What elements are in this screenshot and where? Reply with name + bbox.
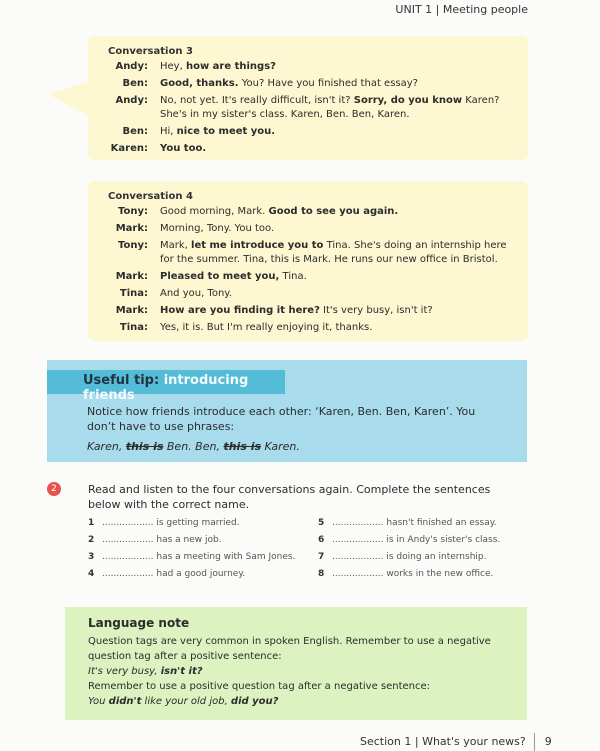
tip-example (87, 440, 300, 453)
dialogue-line (108, 304, 528, 318)
language-note-box (65, 607, 527, 720)
text-segment: Tina. (279, 271, 307, 282)
divider (534, 733, 535, 751)
answer-blank[interactable]: .................. (332, 552, 384, 562)
ex-bold: didn't (108, 696, 142, 707)
exercise-item (88, 518, 318, 528)
note-example-2 (88, 694, 527, 709)
dialogue-text (160, 304, 510, 318)
key-phrase: Good, thanks. (160, 78, 239, 89)
dialogue-line (108, 125, 528, 139)
speaker-name: Tony: (118, 240, 148, 251)
ex-text: like your old job, (141, 696, 231, 707)
item-number: 7 (318, 552, 325, 562)
dialogue-line (108, 94, 528, 122)
ex-tag: isn't it? (160, 666, 203, 677)
item-text: has a new job. (153, 535, 222, 545)
answer-blank[interactable]: .................. (332, 535, 384, 545)
dialogue-line (108, 222, 528, 236)
struck-text: this is (125, 440, 164, 453)
dialogue-text (160, 287, 510, 301)
useful-tip-box (47, 360, 527, 462)
text-segment: Hey, (160, 61, 186, 72)
text-segment: Hi, (160, 126, 177, 137)
conversation-3 (88, 36, 528, 160)
ex-text: It's very busy, (88, 666, 161, 677)
exercise-item (318, 535, 528, 545)
text-segment: Yes, it is. But I'm really enjoying it, thanks. (160, 322, 373, 333)
note-paragraph: Remember to use a positive question tag after a negative sentence: (88, 681, 431, 692)
key-phrase: You too. (160, 143, 207, 154)
dialogue-line (108, 77, 528, 91)
dialogue-line (108, 142, 528, 156)
item-text: had a good journey. (153, 569, 246, 579)
exercise-item (318, 552, 528, 562)
conversation-title: Conversation 4 (108, 191, 193, 202)
tip-topic: introducing friends (83, 373, 249, 403)
dialogue-text (160, 205, 510, 219)
key-phrase: how are things? (185, 61, 276, 72)
dialogue-line (108, 287, 528, 301)
speaker-name: Karen: (110, 143, 148, 154)
item-number: 3 (88, 552, 95, 562)
speaker-name: Mark: (115, 223, 148, 234)
ex-tag: did you? (230, 696, 279, 707)
useful-tip-heading (47, 370, 285, 403)
item-number: 2 (88, 535, 95, 545)
speaker-name: Andy: (115, 95, 148, 106)
unit-header: UNIT 1 | Meeting people (395, 3, 528, 16)
answer-blank[interactable]: .................. (102, 518, 154, 528)
language-note-title: Language note (88, 616, 190, 630)
answer-blank[interactable]: .................. (102, 552, 154, 562)
key-phrase: Good to see you again. (268, 206, 399, 217)
dialogue-line (108, 205, 528, 219)
page-footer (360, 733, 552, 751)
text-segment: No, not yet. It's really difficult, isn't it? (160, 95, 354, 106)
dialogue-text (160, 270, 510, 284)
speaker-name: Andy: (115, 61, 148, 72)
section-title: Section 1 | What's your news? (360, 735, 526, 748)
text-segment: It's very busy, isn't it? (319, 305, 433, 316)
answer-blank[interactable]: .................. (332, 518, 384, 528)
dialogue-text (160, 239, 510, 267)
page-number: 9 (544, 735, 552, 748)
dialogue-text (160, 94, 510, 122)
dialogue-line (108, 270, 528, 284)
text-segment: Morning, Tony. You too. (160, 223, 275, 234)
item-text: is doing an internship. (383, 552, 487, 562)
conversation-title: Conversation 3 (108, 46, 193, 57)
note-paragraph: Question tags are very common in spoken English. Remember to use a negative question tag after a positive sentence: (88, 636, 491, 662)
key-phrase: nice to meet you. (176, 126, 276, 137)
item-number: 6 (318, 535, 325, 545)
speaker-name: Tina: (119, 288, 148, 299)
dialogue-text (160, 321, 510, 335)
key-phrase: let me introduce you to (191, 240, 324, 251)
exercise-item (318, 569, 528, 579)
speaker-name: Mark: (115, 305, 148, 316)
speaker-name: Tina: (119, 322, 148, 333)
answer-blank[interactable]: .................. (102, 535, 154, 545)
answer-blank[interactable]: .................. (332, 569, 384, 579)
dialogue-text (160, 222, 510, 236)
struck-text: this is (223, 440, 262, 453)
exercise-item (318, 518, 528, 528)
speaker-name: Mark: (115, 271, 148, 282)
conversation-4 (88, 181, 528, 341)
answer-blank[interactable]: .................. (102, 569, 154, 579)
tip-body: Notice how friends introduce each other: ‘Karen, Ben. Ben, Karen’. You don’t have to use phrases: (87, 405, 476, 433)
item-text: is in Andy's sister's class. (383, 535, 501, 545)
item-text: hasn't finished an essay. (383, 518, 497, 528)
exercise-number-badge: 2 (47, 482, 61, 496)
dialogue-text (160, 125, 510, 139)
text-segment: Good morning, Mark. (160, 206, 269, 217)
speaker-name: Tony: (118, 206, 148, 217)
item-text: has a meeting with Sam Jones. (153, 552, 296, 562)
speech-pointer (48, 82, 88, 116)
ex-text: Ben. Ben, (163, 440, 224, 453)
key-phrase: How are you finding it here? (160, 305, 320, 316)
text-segment: Tina. She's doing an internship here for the summer. Tina, this is Mark. He runs our new office in Bristol. (160, 240, 507, 265)
item-number: 5 (318, 518, 325, 528)
exercise-item (88, 535, 318, 545)
dialogue-line (108, 239, 528, 267)
text-segment: Karen? She's in my sister's class. Karen, Ben. Ben, Karen. (160, 95, 500, 120)
text-segment: And you, Tony. (160, 288, 232, 299)
speaker-name: Ben: (122, 78, 148, 89)
item-text: is getting married. (153, 518, 240, 528)
key-phrase: Sorry, do you know (353, 95, 463, 106)
ex-text: Karen. (261, 440, 300, 453)
dialogue-line (108, 60, 528, 74)
item-number: 4 (88, 569, 95, 579)
exercise-item (88, 569, 318, 579)
tip-label: Useful tip: (83, 373, 160, 388)
exercise-instruction: Read and listen to the four conversations again. Complete the sentences below with the correct name. (88, 483, 491, 511)
text-segment: You? Have you finished that essay? (238, 78, 418, 89)
dialogue-text (160, 60, 510, 74)
ex-text: Karen, (87, 440, 126, 453)
item-number: 1 (88, 518, 95, 528)
item-number: 8 (318, 569, 325, 579)
text-segment: Mark, (160, 240, 192, 251)
note-example-1 (88, 664, 527, 679)
dialogue-text (160, 77, 510, 91)
key-phrase: Pleased to meet you, (160, 271, 280, 282)
ex-text: You (88, 696, 109, 707)
item-text: works in the new office. (383, 569, 494, 579)
speaker-name: Ben: (122, 126, 148, 137)
dialogue-line (108, 321, 528, 335)
exercise-item (88, 552, 318, 562)
dialogue-text (160, 142, 510, 156)
